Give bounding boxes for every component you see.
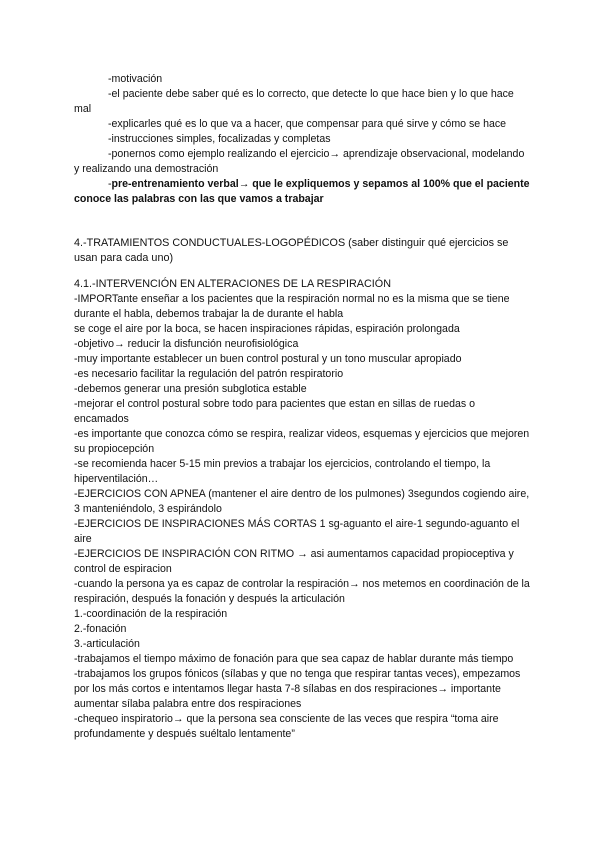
line-se-coge-aire: se coge el aire por la boca, se hacen inspiraciones rápidas, espiración prolongada xyxy=(74,323,460,335)
line-chequeo-inspiratorio: -chequeo inspiratorio→ que la persona sea consciente de las veces que respira “toma aire profundamente y después suéltalo lentamente” xyxy=(74,713,499,740)
list-item-3: 3.-articulación xyxy=(74,638,140,650)
line-tiempo-maximo: -trabajamos el tiempo máximo de fonación para que sea capaz de hablar durante más tiempo xyxy=(74,653,514,665)
line-cuando-la-persona: -cuando la persona ya es capaz de controlar la respiración→ nos metemos en coordinación de la respiración, después la fonación y después la articulación xyxy=(74,578,530,605)
list-item-2: 2.-fonación xyxy=(74,623,127,635)
paragraph-paciente-debe-saber: -el paciente debe saber qué es lo correcto, que detecte lo que hace bien y lo que hace mal xyxy=(74,88,514,115)
line-importante: -IMPORTante enseñar a los pacientes que la respiración normal no es la misma que se tiene durante el habla, debemos trabajar la de durante el habla xyxy=(74,293,510,320)
bold-pre-entrenamiento: pre-entrenamiento verbal→ que le expliquemos y sepamos al 100% que el paciente conoce las palabras con las que vamos a trabajar xyxy=(74,178,530,205)
line-conozca-como-respira: -es importante que conozca cómo se respira, realizar videos, esquemas y ejercicios que mejoren su propiocepción xyxy=(74,428,530,455)
paragraph-instrucciones: -instrucciones simples, focalizadas y completas xyxy=(108,133,331,145)
top-block xyxy=(74,72,530,207)
section-4-heading: 4.-TRATAMIENTOS CONDUCTUALES-LOGOPÉDICOS (saber distinguir qué ejercicios se usan para cada uno) xyxy=(74,237,509,264)
line-mejorar-control: -mejorar el control postural sobre todo para pacientes que estan en sillas de ruedas o encamados xyxy=(74,398,476,425)
list-item-1: 1.-coordinación de la respiración xyxy=(74,608,228,620)
line-presion-subglotica: -debemos generar una presión subglotica estable xyxy=(74,383,307,395)
line-control-postural: -muy importante establecer un buen control postural y un tono muscular apropiado xyxy=(74,353,462,365)
line-regulacion: -es necesario facilitar la regulación del patrón respiratorio xyxy=(74,368,344,380)
paragraph-pre-entrenamiento xyxy=(74,177,530,207)
section-4-1-heading: 4.1.-INTERVENCIÓN EN ALTERACIONES DE LA RESPIRACIÓN xyxy=(74,278,391,290)
line-se-recomienda: -se recomienda hacer 5-15 min previos a trabajar los ejercicios, controlando el tiempo, la hiperventilación… xyxy=(74,458,491,485)
paragraph-motivacion: -motivación xyxy=(108,73,163,85)
section-4-1 xyxy=(74,277,530,742)
paragraph-explicarles: -explicarles qué es lo que va a hacer, que compensar para qué sirve y cómo se hace xyxy=(108,118,507,130)
paragraph-ponernos-como-ejemplo: -ponernos como ejemplo realizando el ejercicio→ aprendizaje observacional, modelando y realizando una demostración xyxy=(74,148,525,175)
line-grupos-fonicos: -trabajamos los grupos fónicos (sílabas y que no tenga que respirar tantas veces), empezamos por los más cortos e intentamos llegar hasta 7-8 sílabas en dos respiraciones→ importante aumentar sílaba palabra entre dos respiraciones xyxy=(74,668,521,710)
line-objetivo: -objetivo→ reducir la disfunción neurofisiológica xyxy=(74,338,299,350)
dash-prefix: - xyxy=(108,178,112,190)
line-inspiraciones-cortas: -EJERCICIOS DE INSPIRACIONES MÁS CORTAS 1 sg-aguanto el aire-1 segundo-aguanto el aire xyxy=(74,518,520,545)
line-ejercicios-apnea: -EJERCICIOS CON APNEA (mantener el aire dentro de los pulmones) 3segundos cogiendo aire, 3 manteniéndolo, 3 espirándolo xyxy=(74,488,530,515)
line-inspiracion-ritmo: -EJERCICIOS DE INSPIRACIÓN CON RITMO → asi aumentamos capacidad propioceptiva y control de espiracion xyxy=(74,548,514,575)
